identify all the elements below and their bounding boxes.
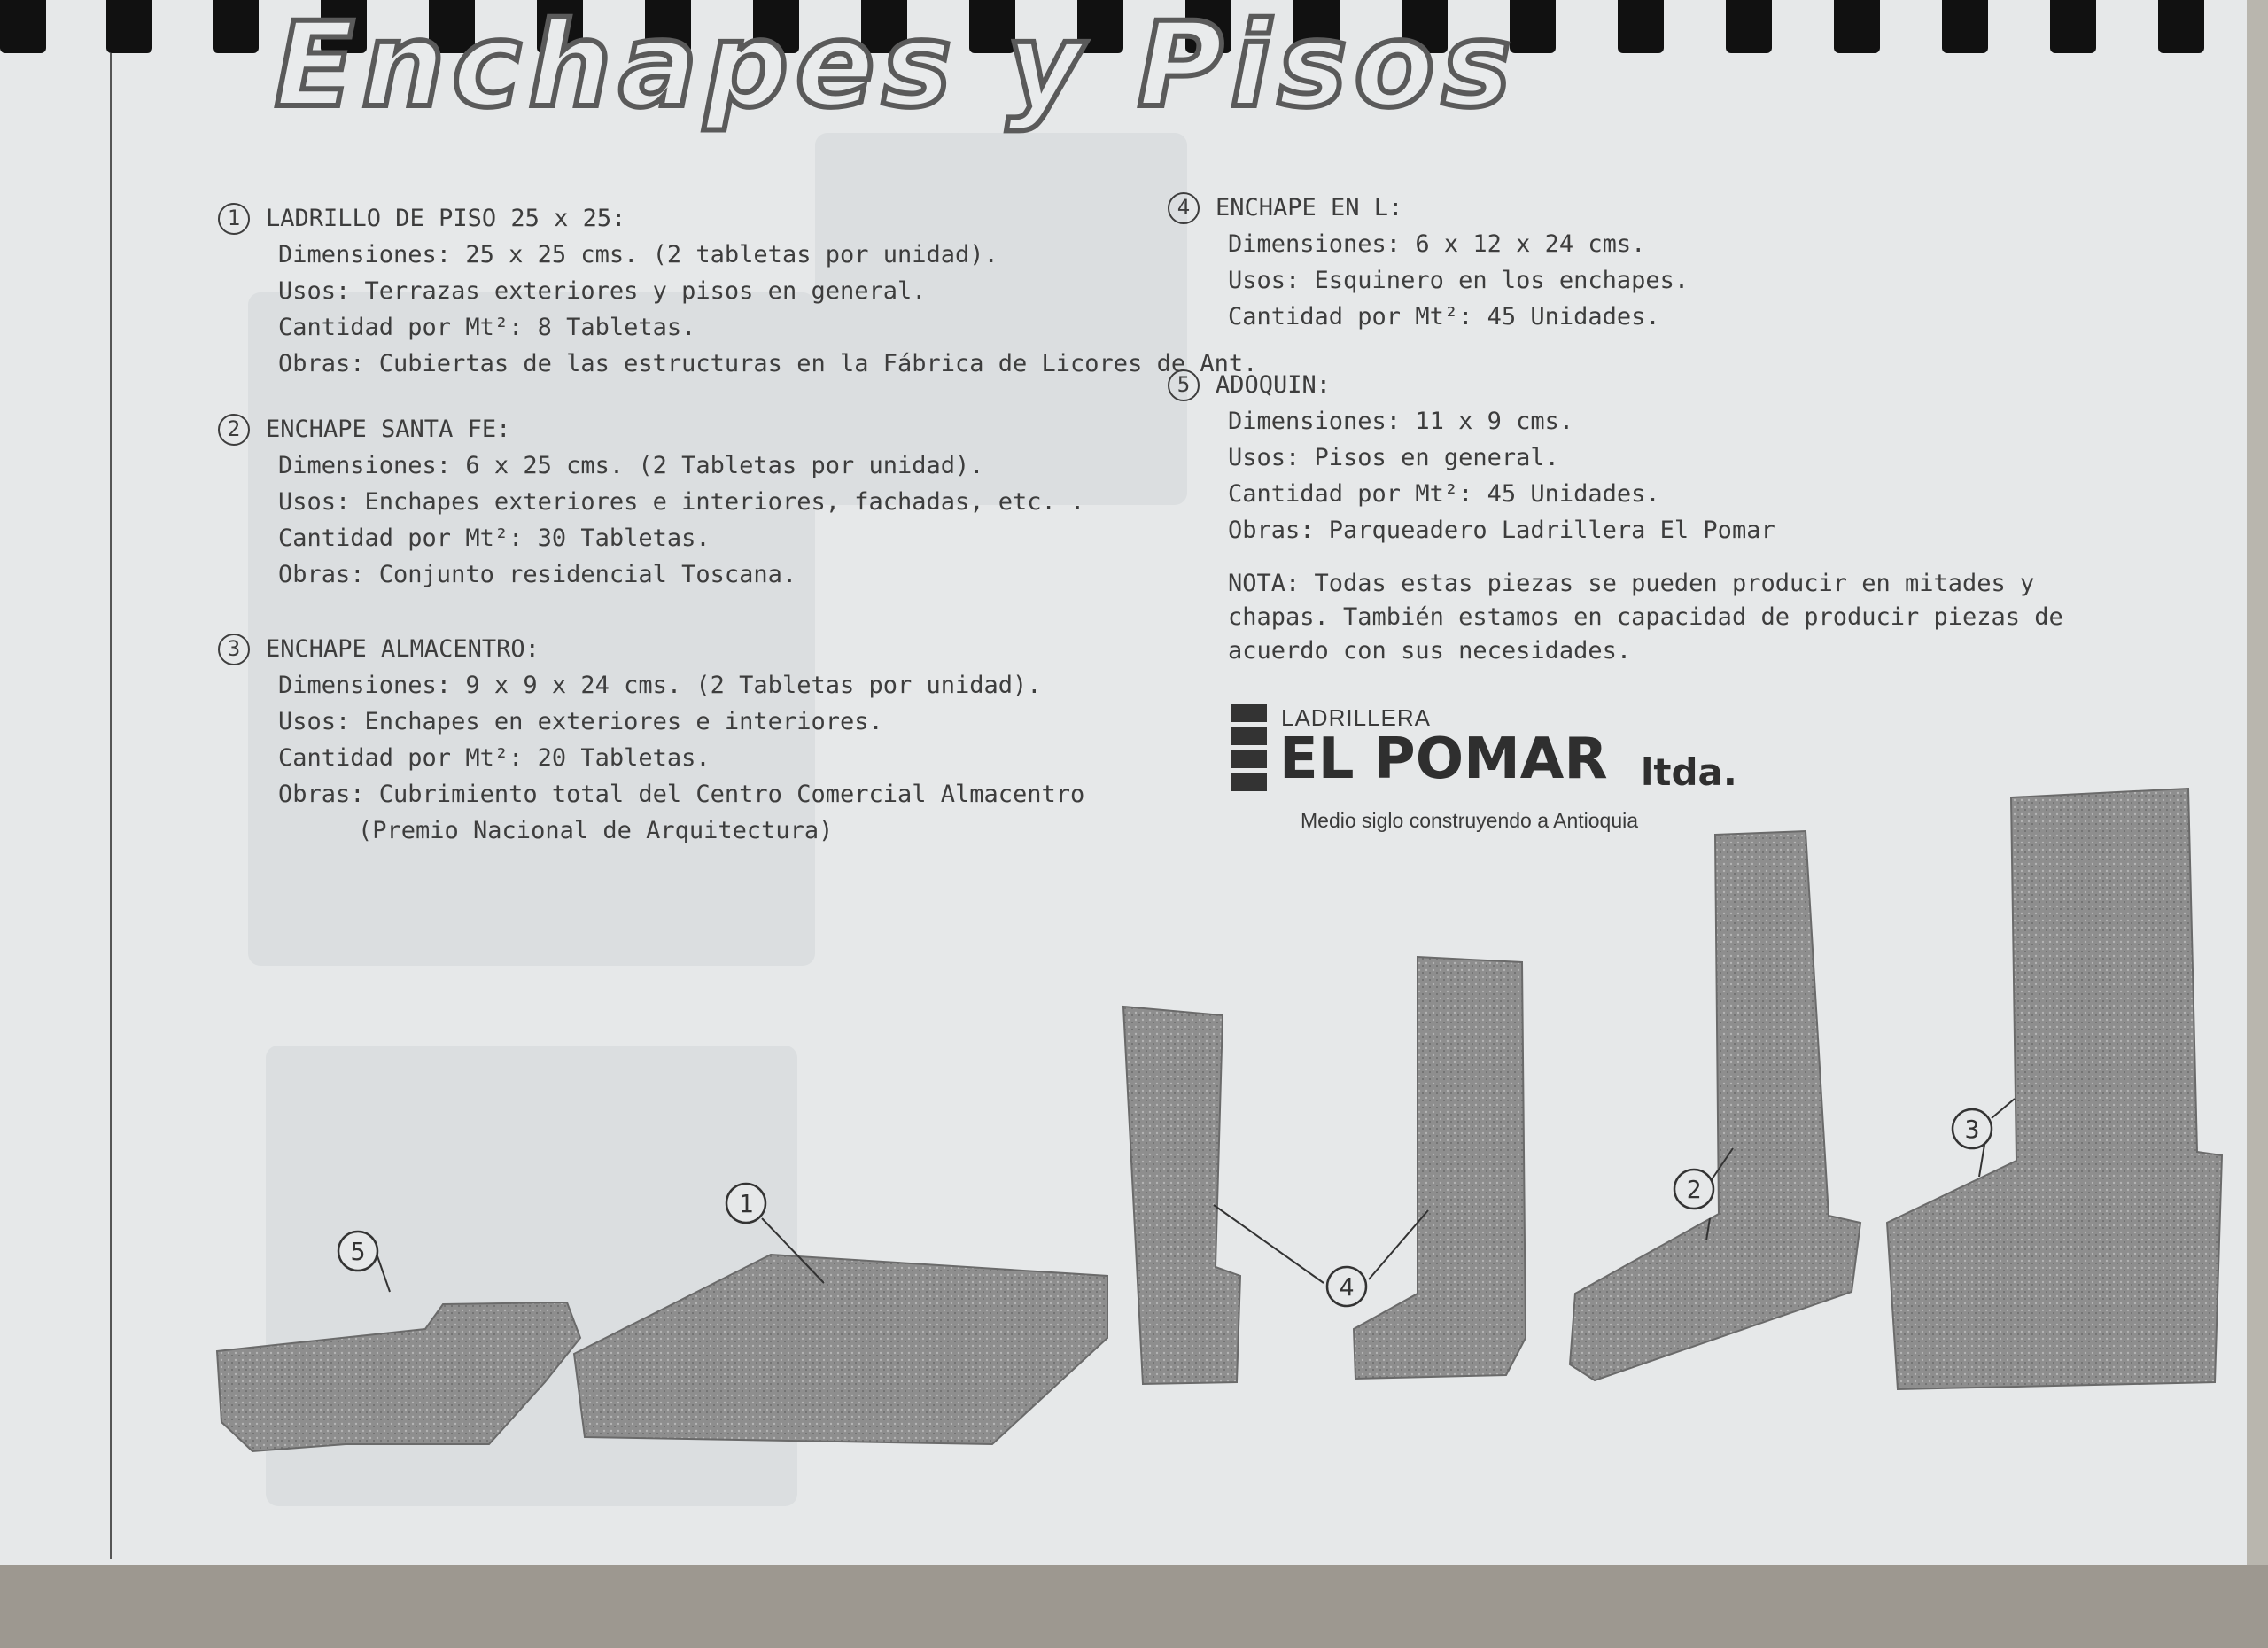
nota-text: NOTA: Todas estas piezas se pueden producir en mitades y chapas. También estamos en capacidad de producir piezas de acuerdo con sus necesidades. (1228, 570, 2063, 665)
almacentro-piece (1887, 789, 2222, 1389)
binding-ring (1942, 0, 1988, 53)
item-detail-line: Usos: Terrazas exteriores y pisos en general. (278, 277, 927, 305)
item-detail-line: Usos: Enchapes exteriores e interiores, fachadas, etc. . (278, 488, 1085, 516)
item-detail-line: Dimensiones: 11 x 9 cms. (1228, 408, 1574, 435)
item-detail-line: Usos: Pisos en general. (1228, 444, 1559, 471)
item-detail-line: Cantidad por Mt²: 20 Tabletas. (278, 744, 711, 772)
spec-item-5 (1168, 367, 1775, 548)
item-name: ENCHAPE EN L: (1216, 194, 1403, 222)
item-detail-line: Usos: Esquinero en los enchapes. (1228, 267, 1689, 294)
leader-line (1979, 1145, 1984, 1177)
callout-label: 1 (738, 1189, 754, 1218)
item-number-badge: 1 (218, 203, 250, 235)
logo-suffix-text: ltda. (1641, 750, 1737, 794)
callout-label: 3 (1964, 1115, 1980, 1144)
item-number-badge: 5 (1168, 369, 1200, 401)
callout-label: 4 (1339, 1272, 1355, 1302)
logo-top-text: LADRILLERA (1281, 704, 1431, 731)
item-detail-line: Obras: Conjunto residencial Toscana. (278, 561, 797, 588)
item-detail-line: Obras: Parqueadero Ladrillera El Pomar (1228, 517, 1775, 544)
spec-item-1 (218, 200, 1257, 382)
item-name: ENCHAPE SANTA FE: (266, 416, 511, 443)
binding-ring (213, 0, 259, 53)
l-corner-piece-left (1123, 1007, 1240, 1384)
leader-line (1992, 1099, 2015, 1118)
item-detail-line: Cantidad por Mt²: 8 Tabletas. (278, 314, 696, 341)
item-detail-line: Obras: Cubiertas de las estructuras en la Fábrica de Licores de Ant. (278, 350, 1258, 377)
item-detail-line: (Premio Nacional de Arquitectura) (358, 817, 834, 844)
leader-line (377, 1254, 390, 1292)
binding-ring (0, 0, 46, 53)
page-title: Enchapes y Pisos (275, 0, 1518, 134)
item-detail-line: Cantidad por Mt²: 45 Unidades. (1228, 480, 1660, 508)
binding-ring (106, 0, 152, 53)
adoquin-brick (217, 1302, 580, 1451)
item-number-badge: 2 (218, 414, 250, 446)
logo-slogan: Medio siglo construyendo a Antioquia (1301, 809, 1639, 832)
item-detail-line: Dimensiones: 25 x 25 cms. (2 tabletas por unidad). (278, 241, 998, 268)
binding-ring (1726, 0, 1772, 53)
item-number-badge: 3 (218, 634, 250, 665)
binding-ring (1834, 0, 1880, 53)
callout-label: 2 (1686, 1175, 1702, 1204)
page-side-shadow (2247, 0, 2268, 1565)
logo-brand-text: EL POMAR (1279, 727, 1608, 792)
item-detail-line: Dimensiones: 6 x 25 cms. (2 Tabletas por unidad). (278, 452, 984, 479)
item-name: ADOQUIN: (1216, 371, 1332, 399)
binding-ring (2050, 0, 2096, 53)
leader-line (1214, 1205, 1324, 1283)
spec-item-4 (1168, 190, 1689, 335)
binding-ring (2158, 0, 2204, 53)
page-bottom-edge (0, 1565, 2268, 1648)
floor-brick (574, 1255, 1107, 1444)
item-detail-line: Dimensiones: 6 x 12 x 24 cms. (1228, 230, 1646, 258)
spec-item-2 (218, 411, 1084, 593)
item-detail-line: Cantidad por Mt²: 30 Tabletas. (278, 525, 711, 552)
item-detail-line: Dimensiones: 9 x 9 x 24 cms. (2 Tabletas por unidad). (278, 672, 1042, 699)
santa-fe-piece (1570, 831, 1860, 1380)
products-illustration (0, 762, 2247, 1559)
item-detail-line: Cantidad por Mt²: 45 Unidades. (1228, 303, 1660, 330)
item-detail-line: Obras: Cubrimiento total del Centro Comercial Almacentro (278, 781, 1085, 808)
binding-ring (1618, 0, 1664, 53)
item-name: ENCHAPE ALMACENTRO: (266, 635, 540, 663)
item-number-badge: 4 (1168, 192, 1200, 224)
callout-label: 5 (350, 1237, 366, 1266)
item-name: LADRILLO DE PISO 25 x 25: (266, 205, 626, 232)
l-corner-piece-right (1354, 957, 1526, 1379)
item-detail-line: Usos: Enchapes en exteriores e interiores. (278, 708, 883, 735)
